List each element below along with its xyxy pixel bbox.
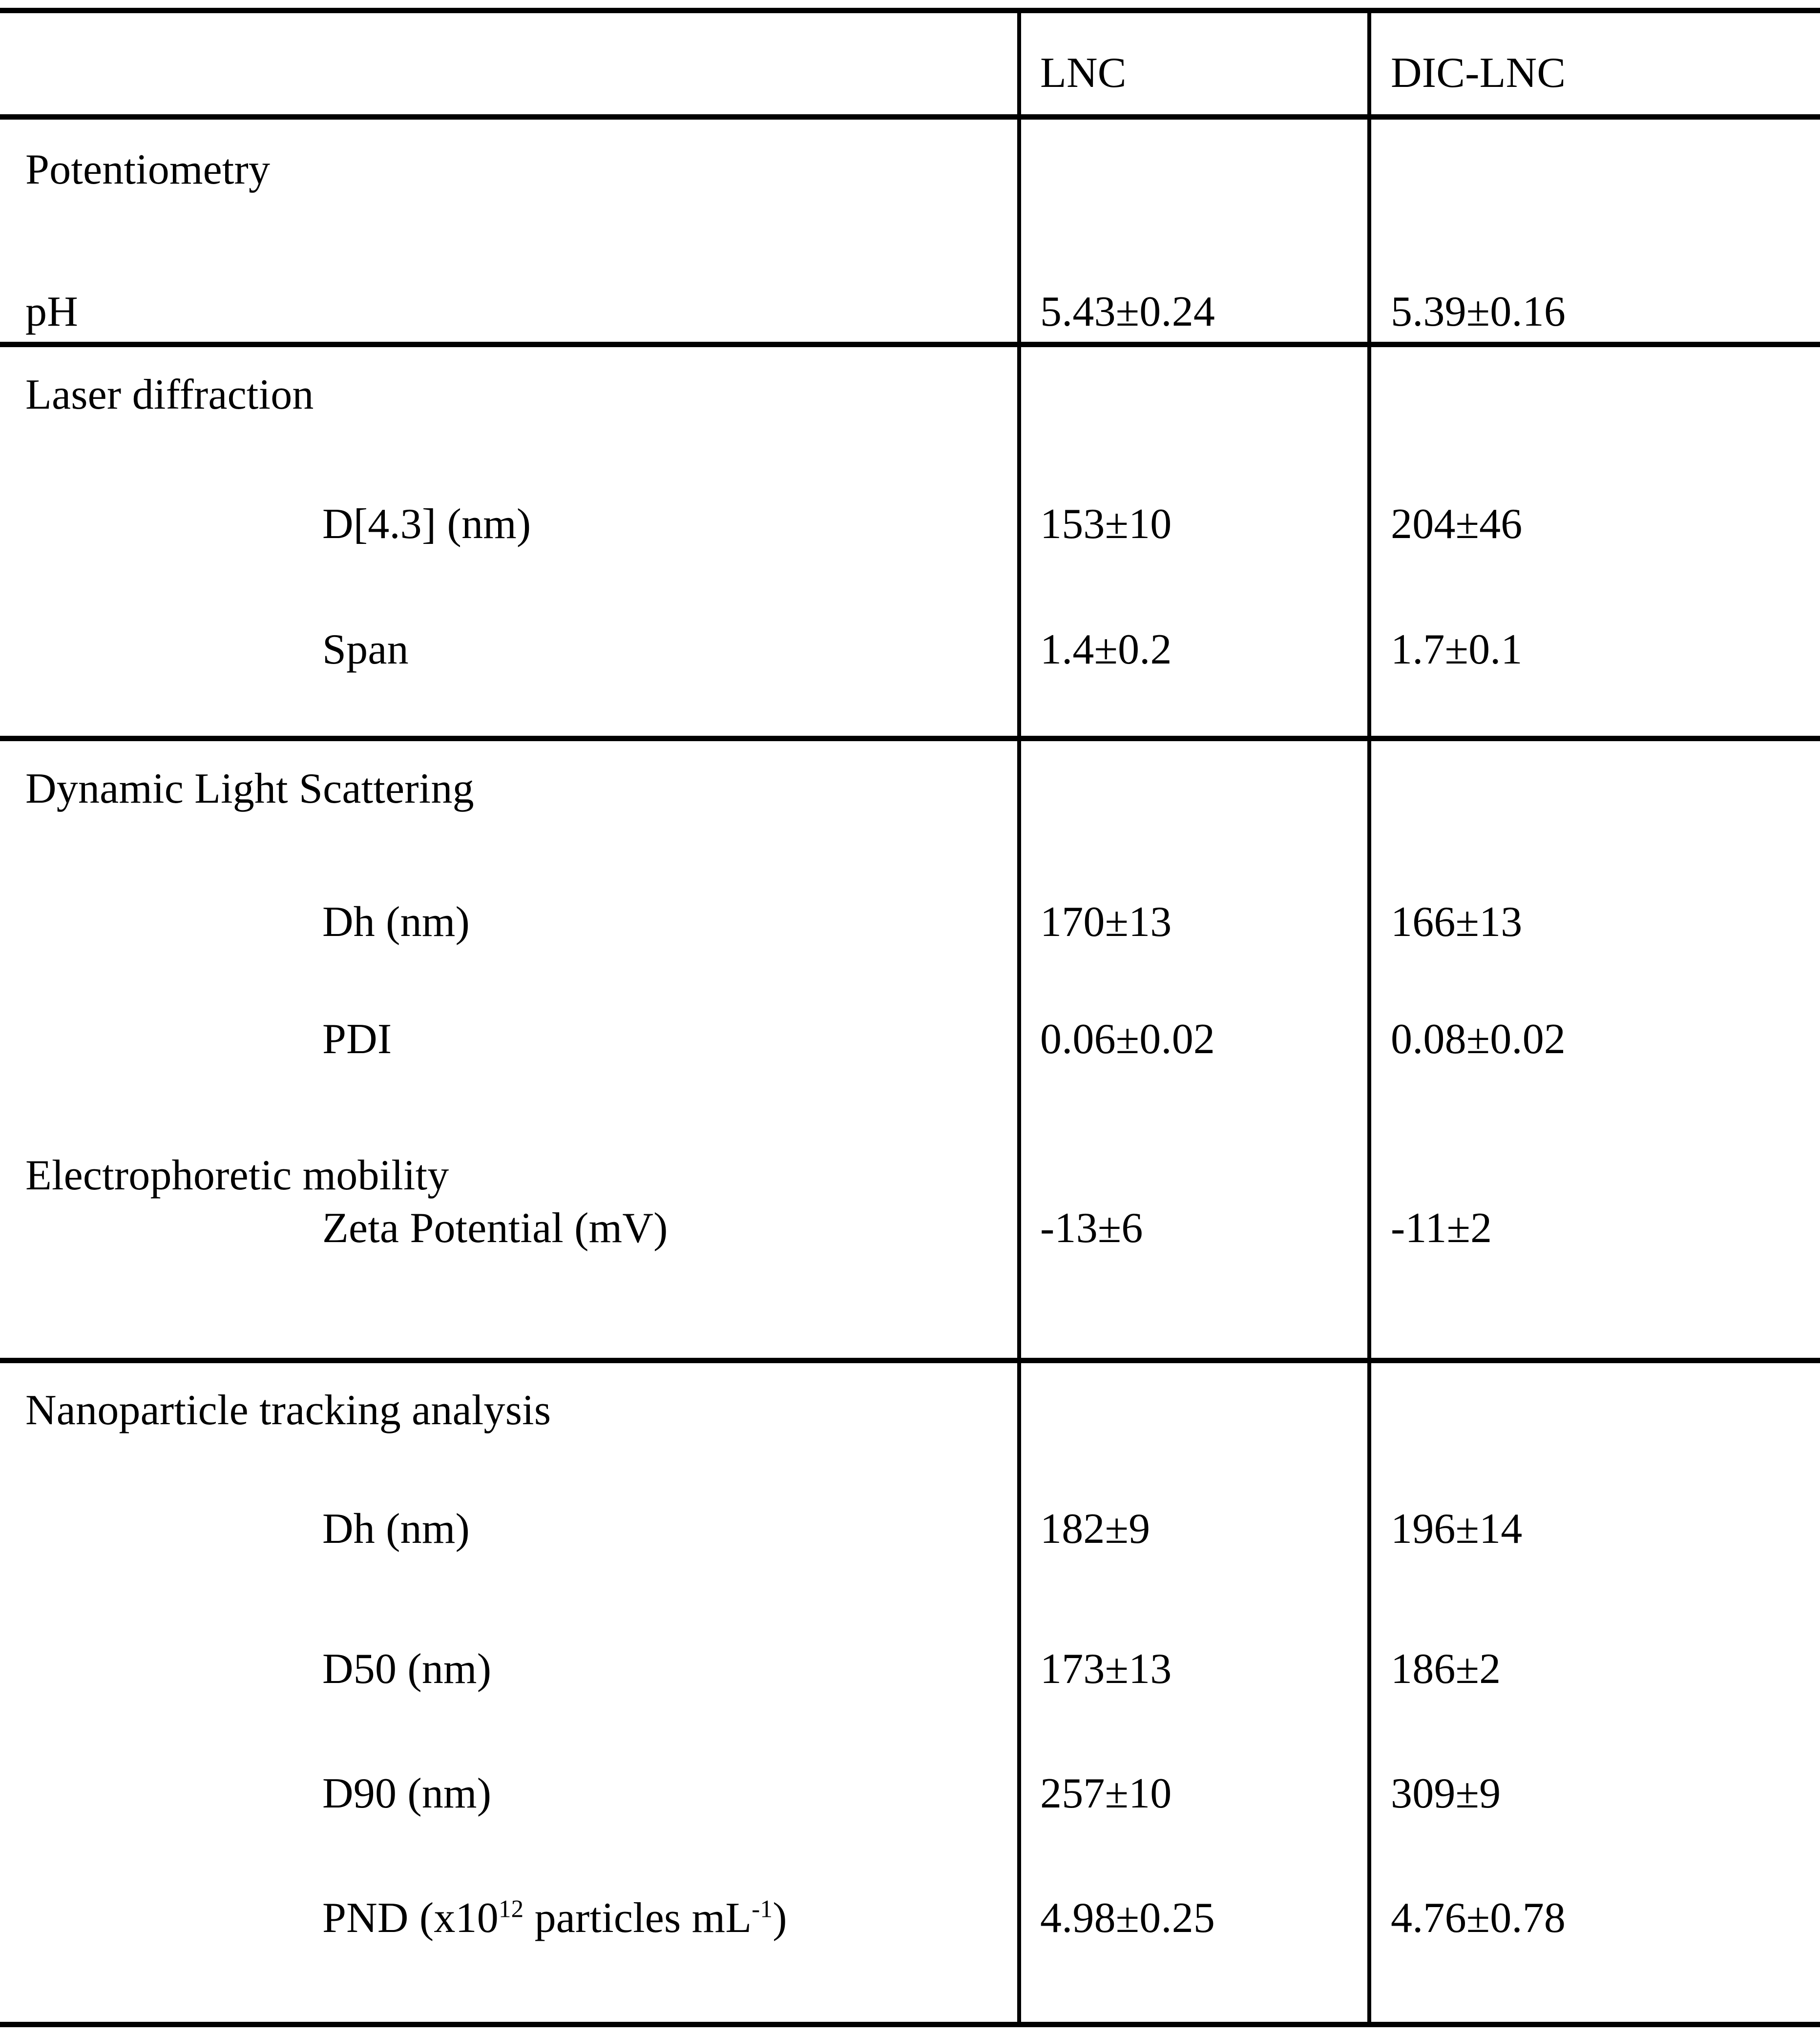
column-divider-2-section-1 — [1367, 120, 1371, 342]
row-value-nta-dh-dic-lnc: 196±14 — [1391, 1505, 1523, 1553]
row-value-pnd-lnc: 4.98±0.25 — [1040, 1894, 1215, 1942]
section-title-potentiometry: Potentiometry — [25, 146, 271, 193]
row-label-d43: D[4.3] (nm) — [322, 500, 531, 548]
row-value-d43-lnc: 153±10 — [1040, 500, 1172, 548]
row-value-nta-dh-lnc: 182±9 — [1040, 1505, 1151, 1553]
row-value-d90-dic-lnc: 309±9 — [1391, 1770, 1501, 1817]
row-label-ph: pH — [25, 288, 78, 335]
row-value-pnd-dic-lnc: 4.76±0.78 — [1391, 1894, 1566, 1942]
row-value-pdi-dic-lnc: 0.08±0.02 — [1391, 1016, 1566, 1063]
section-title-laser-diffraction: Laser diffraction — [25, 371, 314, 418]
row-label-pnd — [322, 1894, 787, 1942]
row-label-dls-dh: Dh (nm) — [322, 898, 470, 946]
column-header-lnc: LNC — [1040, 49, 1127, 97]
row-value-ph-dic-lnc: 5.39±0.16 — [1391, 288, 1566, 335]
section-divider-2 — [0, 736, 1820, 741]
section-title-nanoparticle-tracking-analysis: Nanoparticle tracking analysis — [25, 1387, 551, 1434]
row-label-pnd-exponent: 12 — [498, 1895, 524, 1923]
row-value-pdi-lnc: 0.06±0.02 — [1040, 1016, 1215, 1063]
row-label-pnd-middle: particles mL — [523, 1894, 752, 1942]
row-value-span-lnc: 1.4±0.2 — [1040, 626, 1172, 673]
row-value-d90-lnc: 257±10 — [1040, 1770, 1172, 1817]
table-bottom-border — [0, 2022, 1820, 2027]
row-value-dls-dh-dic-lnc: 166±13 — [1391, 898, 1523, 946]
column-header-dic-lnc: DIC-LNC — [1391, 49, 1566, 97]
column-divider-2-header — [1367, 11, 1371, 114]
column-divider-1-section-2 — [1017, 347, 1021, 736]
row-value-d43-dic-lnc: 204±46 — [1391, 500, 1523, 548]
row-label-d50: D50 (nm) — [322, 1645, 492, 1693]
row-value-zeta-potential-lnc: -13±6 — [1040, 1204, 1143, 1252]
row-label-zeta-potential: Zeta Potential (mV) — [322, 1204, 668, 1252]
column-divider-1-section-3 — [1017, 741, 1021, 1358]
row-label-pnd-suffix: ) — [773, 1894, 787, 1942]
column-divider-2-section-4 — [1367, 1363, 1371, 2022]
row-value-dls-dh-lnc: 170±13 — [1040, 898, 1172, 946]
row-value-zeta-potential-dic-lnc: -11±2 — [1391, 1204, 1492, 1252]
row-label-nta-dh: Dh (nm) — [322, 1505, 470, 1553]
row-label-d90: D90 (nm) — [322, 1770, 492, 1817]
row-label-pdi: PDI — [322, 1016, 392, 1063]
row-label-pnd-prefix: PND (x10 — [322, 1894, 499, 1942]
row-label-pnd-exponent-2: -1 — [752, 1895, 773, 1923]
column-divider-2-section-2 — [1367, 347, 1371, 736]
column-divider-1-section-1 — [1017, 120, 1021, 342]
table-top-border — [0, 8, 1820, 13]
section-divider-3 — [0, 1358, 1820, 1363]
column-divider-1-header — [1017, 11, 1021, 114]
row-value-d50-lnc: 173±13 — [1040, 1645, 1172, 1693]
row-value-span-dic-lnc: 1.7±0.1 — [1391, 626, 1523, 673]
column-divider-2-section-3 — [1367, 741, 1371, 1358]
column-divider-1-section-4 — [1017, 1363, 1021, 2022]
row-value-d50-dic-lnc: 186±2 — [1391, 1645, 1501, 1693]
section-divider-1 — [0, 342, 1820, 347]
row-label-span: Span — [322, 626, 409, 673]
row-value-ph-lnc: 5.43±0.24 — [1040, 288, 1215, 335]
section-title-dynamic-light-scattering: Dynamic Light Scattering — [25, 765, 474, 812]
header-bottom-border — [0, 114, 1820, 120]
section-title-electrophoretic-mobility: Electrophoretic mobility — [25, 1152, 449, 1199]
